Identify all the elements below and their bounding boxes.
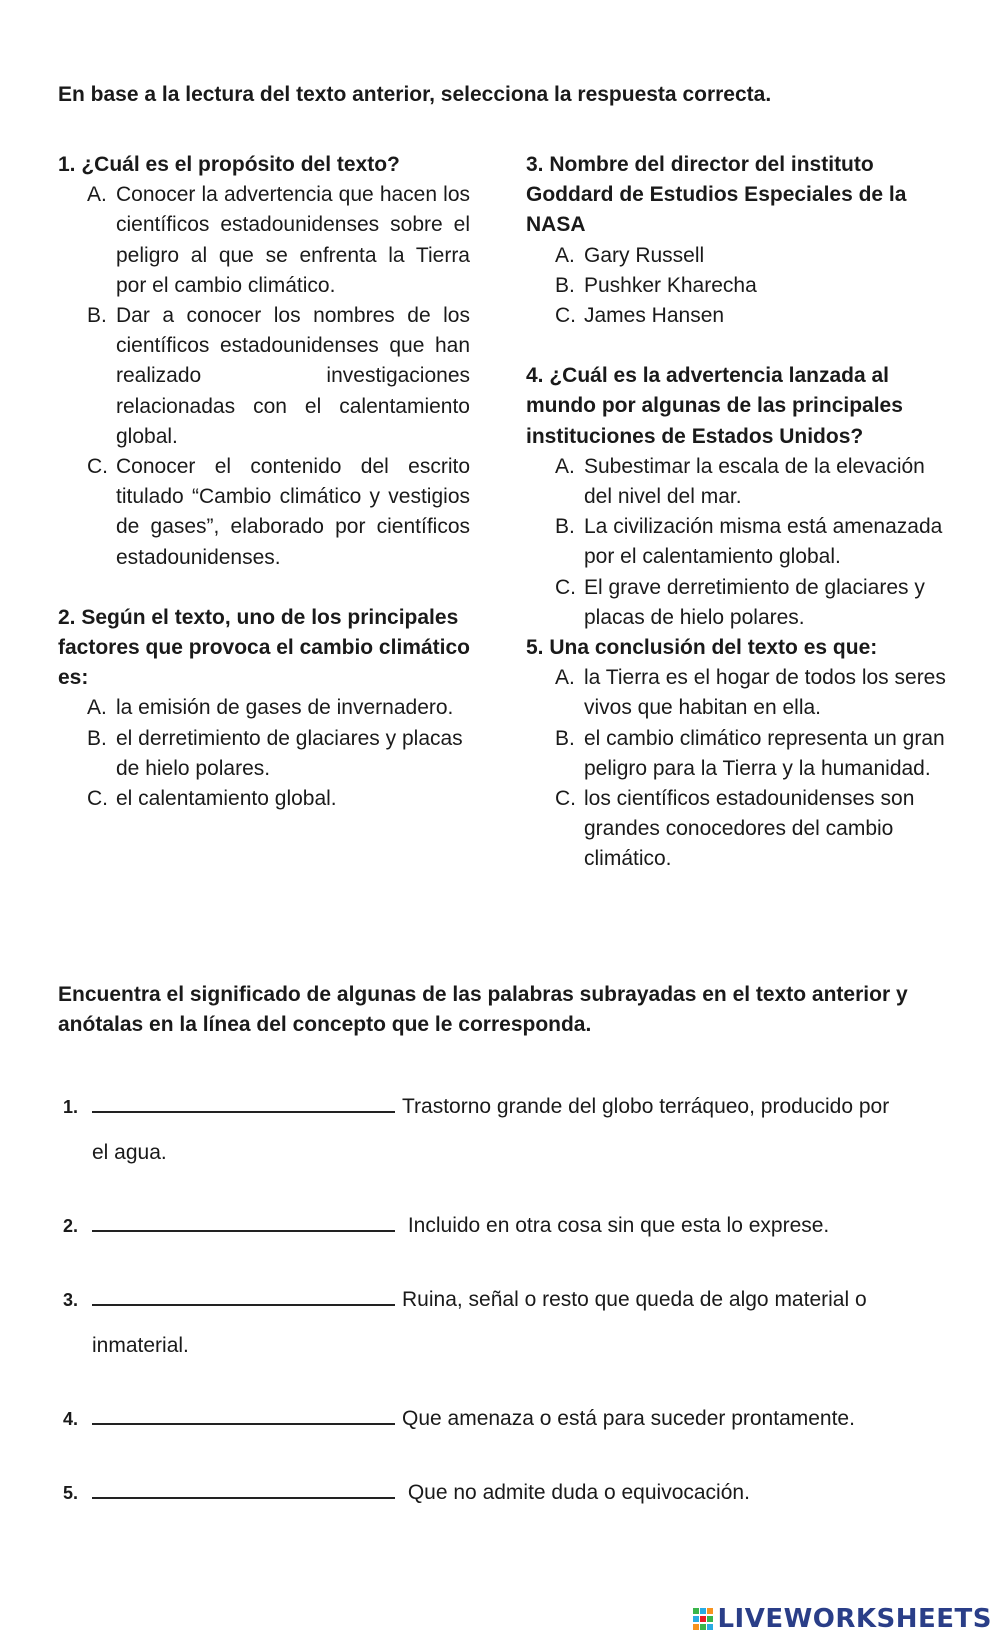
- option-text: Dar a conocer los nombres de los científicos estadounidenses que han realizado investigaciones relacionadas con el calentamiento global.: [116, 304, 470, 448]
- option-letter: B.: [87, 726, 107, 750]
- vocabulary-item-4: [63, 1396, 948, 1442]
- answer-blank-1[interactable]: [92, 1091, 395, 1113]
- option-text: El grave derretimiento de glaciares y placas de hielo polares.: [584, 575, 925, 629]
- option-5b[interactable]: [555, 724, 950, 784]
- vocabulary-item-1: [63, 1084, 948, 1176]
- item-definition: Que no admite duda o equivocación.: [407, 1481, 750, 1504]
- liveworksheets-logo: [692, 1602, 992, 1636]
- question-title: 2. Según el texto, uno de los principales factores que provoca el cambio climático es:: [58, 605, 470, 690]
- question-5: [526, 633, 950, 875]
- spacer: [526, 331, 950, 361]
- question-4: [526, 361, 950, 633]
- item-definition: Ruina, señal o resto que queda de algo material o: [402, 1288, 867, 1311]
- liveworksheets-mark-icon: [692, 1606, 714, 1632]
- option-text: el derretimiento de glaciares y placas de hielo polares.: [116, 726, 463, 780]
- instructions: En base a la lectura del texto anterior, selecciona la respuesta correcta.: [58, 83, 772, 106]
- vocabulary-item-3: [63, 1277, 948, 1369]
- vocabulary-instructions: Encuentra el significado de algunas de las palabras subrayadas en el texto anterior y anótalas en la línea del concepto que le corresponda.: [58, 983, 908, 1037]
- logo-text: LIVEWORKSHEETS: [717, 1604, 992, 1634]
- option-text: Conocer la advertencia que hacen los científicos estadounidenses sobre el peligro al que se enfrenta la Tierra por el cambio climático.: [116, 183, 470, 297]
- option-4a[interactable]: [555, 452, 950, 512]
- option-2b[interactable]: [87, 724, 470, 784]
- option-text: Conocer el contenido del escrito titulado “Cambio climático y vestigios de gases”, elaborado por científicos estadounidenses.: [116, 455, 470, 569]
- option-text: la emisión de gases de invernadero.: [116, 696, 454, 720]
- item-number: 3.: [63, 1290, 79, 1310]
- option-text: la Tierra es el hogar de todos los seres vivos que habitan en ella.: [584, 666, 946, 720]
- option-letter: B.: [555, 273, 575, 297]
- answer-blank-2[interactable]: [92, 1210, 395, 1232]
- option-letter: A.: [87, 183, 107, 207]
- option-letter: B.: [555, 515, 575, 539]
- item-definition: Que amenaza o está para suceder prontamente.: [402, 1407, 855, 1430]
- option-text: Pushker Kharecha: [584, 273, 757, 297]
- question-title: 1. ¿Cuál es el propósito del texto?: [58, 153, 400, 176]
- item-number: 5.: [63, 1483, 79, 1503]
- item-number: 1.: [63, 1097, 79, 1117]
- option-letter: C.: [87, 787, 108, 811]
- option-5a[interactable]: [555, 663, 950, 723]
- answer-blank-4[interactable]: [92, 1403, 395, 1425]
- item-number: 2.: [63, 1216, 79, 1236]
- spacer: [58, 573, 470, 603]
- option-text: los científicos estadounidenses son grandes conocedores del cambio climático.: [584, 787, 915, 871]
- option-3c[interactable]: [555, 301, 950, 331]
- option-1c[interactable]: [87, 452, 470, 573]
- option-letter: B.: [555, 726, 575, 750]
- option-3b[interactable]: [555, 271, 950, 301]
- answer-blank-5[interactable]: [92, 1477, 395, 1499]
- option-3a[interactable]: [555, 241, 950, 271]
- right-column: [526, 150, 950, 875]
- question-title: 3. Nombre del director del instituto Goddard de Estudios Especiales de la NASA: [526, 153, 907, 237]
- option-letter: A.: [555, 243, 575, 267]
- option-text: Gary Russell: [584, 243, 705, 267]
- option-2c[interactable]: [87, 784, 470, 814]
- answer-blank-3[interactable]: [92, 1284, 395, 1306]
- option-letter: B.: [87, 304, 107, 328]
- question-2: [58, 603, 470, 814]
- option-text: el cambio climático representa un gran peligro para la Tierra y la humanidad.: [584, 726, 945, 780]
- option-text: La civilización misma está amenazada por el calentamiento global.: [584, 515, 943, 569]
- option-letter: C.: [555, 787, 576, 811]
- question-1: [58, 150, 470, 573]
- option-1a[interactable]: [87, 180, 470, 301]
- item-number: 4.: [63, 1409, 79, 1429]
- option-letter: C.: [555, 575, 576, 599]
- option-1b[interactable]: [87, 301, 470, 452]
- question-3: [526, 150, 950, 331]
- vocabulary-item-5: [63, 1470, 948, 1516]
- item-definition: Trastorno grande del globo terráqueo, producido por: [402, 1095, 890, 1118]
- left-column: [58, 150, 470, 814]
- option-letter: C.: [87, 455, 108, 479]
- option-text: Subestimar la escala de la elevación del nivel del mar.: [584, 454, 925, 509]
- option-letter: A.: [555, 454, 575, 478]
- option-4b[interactable]: [555, 512, 950, 572]
- option-letter: C.: [555, 304, 576, 328]
- item-definition-continuation: inmaterial.: [92, 1334, 189, 1357]
- option-text: el calentamiento global.: [116, 787, 337, 811]
- option-2a[interactable]: [87, 693, 470, 723]
- question-title: 4. ¿Cuál es la advertencia lanzada al mundo por algunas de las principales instituciones de Estados Unidos?: [526, 364, 903, 448]
- item-definition: Incluido en otra cosa sin que esta lo exprese.: [407, 1214, 830, 1237]
- vocabulary-item-2: [63, 1203, 948, 1249]
- item-definition-continuation: el agua.: [92, 1141, 167, 1164]
- option-4c[interactable]: [555, 573, 950, 633]
- option-letter: A.: [555, 666, 575, 690]
- option-5c[interactable]: [555, 784, 950, 875]
- option-text: James Hansen: [584, 304, 725, 328]
- option-letter: A.: [87, 696, 107, 720]
- question-title: 5. Una conclusión del texto es que:: [526, 636, 878, 660]
